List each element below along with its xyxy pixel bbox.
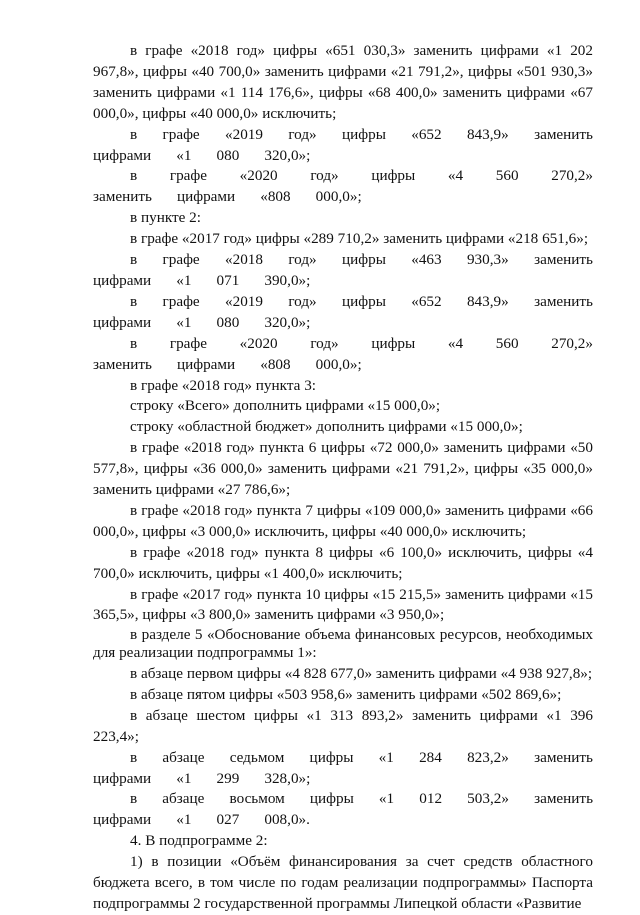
paragraph-subprogram-2-item-1: 1) в позиции «Объём финансирования за счет средств областного бюджета всего, в том числе по годам реализации подпрограммы» Паспорта подпрограммы 2 государственной программы Липецкой области «Развитие: [93, 853, 593, 912]
paragraph-item-8: в графе «2018 год» пункта 8 цифры «6 100,0» исключить, цифры «4 700,0» исключить, цифры «1 400,0» исключить;: [93, 543, 593, 582]
paragraph-regional-budget-row: строку «областной бюджет» дополнить цифрами «15 000,0»;: [130, 418, 523, 436]
paragraph-item2-2017: в графе «2017 год» цифры «289 710,2» заменить цифрами «218 651,6»;: [130, 230, 589, 248]
paragraph-section-5: в разделе 5 «Обоснование объема финансовых ресурсов, необходимых для реализации подпрограммы 1»:: [93, 626, 593, 662]
paragraph-total-row: строку «Всего» дополнить цифрами «15 000,0»;: [130, 397, 441, 415]
paragraph-item-7: в графе «2018 год» пункта 7 цифры «109 000,0» заменить цифрами «66 000,0», цифры «3 000,0» исключить, цифры «40 000,0» исключить;: [93, 501, 593, 540]
paragraph-abzac-8: в абзаце восьмом цифры «1 012 503,2» заменить цифрами «1 027 008,0».: [93, 790, 593, 829]
paragraph-item2-2018: в графе «2018 год» цифры «463 930,3» заменить цифрами «1 071 390,0»;: [93, 251, 593, 289]
paragraph-abzac-5: в абзаце пятом цифры «503 958,6» заменить цифрами «502 869,6»;: [130, 685, 562, 703]
document-page: [93, 41, 593, 915]
paragraph-2018-replacements: в графе «2018 год» цифры «651 030,3» заменить цифрами «1 202 967,8», цифры «40 700,0» заменить цифрами «21 791,2», цифры «501 930,3» заменить цифрами «1 114 176,6», цифры «68 400,0» заменить цифрами «67 000,0», цифры «40 000,0» исключить;: [93, 42, 593, 122]
paragraph-abzac-7: в абзаце седьмом цифры «1 284 823,2» заменить цифрами «1 299 328,0»;: [93, 748, 593, 787]
paragraph-item2-2020: в графе «2020 год» цифры «4 560 270,2» заменить цифрами «808 000,0»;: [93, 334, 593, 373]
paragraph-item-2-heading: в пункте 2:: [130, 209, 201, 227]
paragraph-item-10: в графе «2017 год» пункта 10 цифры «15 215,5» заменить цифрами «15 365,5», цифры «3 800,0» заменить цифрами «3 950,0»;: [93, 585, 593, 624]
paragraph-subprogram-2-heading: 4. В подпрограмме 2:: [130, 832, 268, 850]
paragraph-abzac-1: в абзаце первом цифры «4 828 677,0» заменить цифрами «4 938 927,8»;: [130, 664, 593, 682]
paragraph-2020-replacement: в графе «2020 год» цифры «4 560 270,2» заменить цифрами «808 000,0»;: [93, 167, 593, 206]
paragraph-abzac-6: в абзаце шестом цифры «1 313 893,2» заменить цифрами «1 396 223,4»;: [93, 706, 593, 745]
paragraph-item-3-heading: в графе «2018 год» пункта 3:: [130, 376, 317, 394]
paragraph-item2-2019: в графе «2019 год» цифры «652 843,9» заменить цифрами «1 080 320,0»;: [93, 292, 593, 331]
paragraph-2019-replacement: в графе «2019 год» цифры «652 843,9» заменить цифрами «1 080 320,0»;: [93, 125, 593, 164]
paragraph-item-6: в графе «2018 год» пункта 6 цифры «72 000,0» заменить цифрами «50 577,8», цифры «36 000,0» заменить цифрами «21 791,2», цифры «35 000,0» заменить цифрами «27 786,6»;: [93, 439, 593, 499]
